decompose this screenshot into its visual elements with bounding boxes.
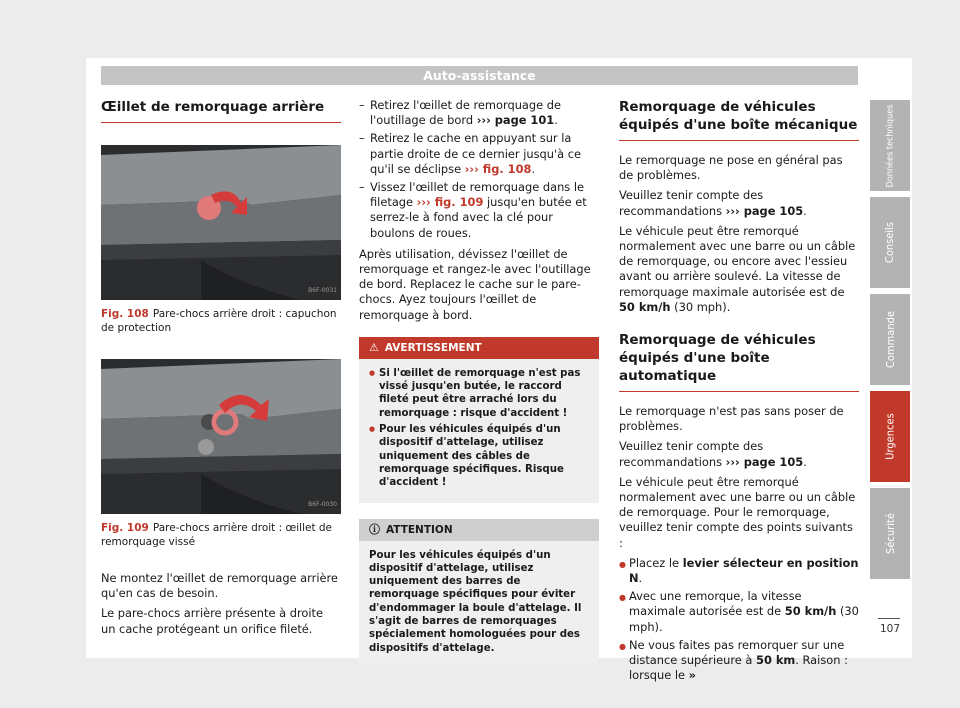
- page-link[interactable]: ››› page 101: [476, 113, 555, 128]
- tab-securite[interactable]: Sécurité: [870, 488, 910, 579]
- warning-box: [359, 337, 599, 503]
- attention-box: [359, 519, 599, 665]
- paragraph: Le remorquage ne pose en général pas de problèmes.: [619, 153, 843, 183]
- paragraph: Le pare-chocs arrière présente à droite un cache protégeant un orifice fileté.: [101, 606, 323, 636]
- continue-arrow-icon: »: [688, 668, 696, 683]
- step-list: [359, 98, 599, 241]
- warning-body: [359, 359, 599, 503]
- column-middle: [359, 98, 599, 665]
- paragraph: Après utilisation, dévissez l'œillet de remorquage et rangez-le avec l'outillage de bord. Replacez le cache sur le pare-chocs. Ayez toujours l'œillet de remorquage à bord.: [359, 246, 591, 322]
- step-item: – Vissez l'œillet de remorquage dans le filetage ››› fig. 109 jusqu'en butée et serrez-le à fond avec la clé pour boulons de roues.: [359, 180, 599, 241]
- list-item: ● Ne vous faites pas remorquer sur une distance supérieure à 50 km. Raison : lorsque le »: [619, 638, 859, 684]
- tab-donnees-techniques[interactable]: Données techniques: [870, 100, 910, 191]
- column-right: [619, 98, 859, 686]
- tab-conseils[interactable]: Conseils: [870, 197, 910, 288]
- figure-109: [101, 359, 341, 514]
- info-circle-icon: ⓘ: [369, 522, 380, 536]
- tab-commande[interactable]: Commande: [870, 294, 910, 385]
- paragraph: Le remorquage n'est pas sans poser de problèmes.: [619, 404, 844, 434]
- warning-header: ⚠ AVERTISSEMENT: [359, 337, 599, 359]
- warning-item: ● Pour les véhicules équipés d'un dispositif d'attelage, utilisez uniquement des câbles de remorquage spécifiques. Risque d'accident !: [369, 423, 589, 489]
- attention-body: Pour les véhicules équipés d'un dispositif d'attelage, utilisez uniquement des barres de remorquage spécifiques pour éviter d'endommager la boule d'attelage. Il s'agit de barres de remorquages spécialement homologuées pour des dispositifs d'attelage.: [369, 549, 582, 654]
- paragraph: Le véhicule peut être remorqué normalement avec une barre ou un câble de remorquage, ou encore avec l'essieu avant ou arrière soulevé. La vitesse de remorquage maximale autorisée est de 50 km/h (30 mph).: [619, 223, 856, 314]
- step-item: – Retirez l'œillet de remorquage de l'outillage de bord ››› page 101.: [359, 98, 599, 128]
- step-item: – Retirez le cache en appuyant sur la partie droite de ce dernier jusqu'à ce qu'il se déclipse ››› fig. 108.: [359, 131, 599, 177]
- chapter-header: Auto-assistance: [101, 66, 858, 85]
- figure-link[interactable]: ››› fig. 108: [464, 161, 532, 176]
- section-title: Remorquage de véhicules équipés d'une boîte automatique: [619, 331, 859, 392]
- figure-code: B6F-0030: [308, 500, 337, 508]
- column-left: [101, 98, 341, 642]
- paragraph: Le véhicule peut être remorqué normalement avec une barre ou un câble de remorquage. Pour le remorquage, veuillez tenir compte des points suivants :: [619, 474, 856, 550]
- towing-list: [619, 556, 859, 684]
- caption-text: Pare-chocs arrière droit : œillet de remorquage vissé: [101, 522, 333, 548]
- page-link[interactable]: ››› page 105: [725, 454, 804, 469]
- paragraph: Ne montez l'œillet de remorquage arrière qu'en cas de besoin.: [101, 571, 338, 601]
- figure-108: [101, 145, 341, 300]
- bumper-cap-illustration: [101, 145, 341, 300]
- figure-caption: [101, 522, 341, 549]
- warning-item: ● Si l'œillet de remorquage n'est pas vissé jusqu'en butée, le raccord fileté peut être arraché lors du remorquage : risque d'accident !: [369, 367, 589, 420]
- chapter-tabs: [870, 100, 910, 585]
- page-number: 107: [878, 618, 900, 635]
- attention-header: ⓘ ATTENTION: [359, 519, 599, 541]
- tab-urgences[interactable]: Urgences: [870, 391, 910, 482]
- warning-triangle-icon: ⚠: [369, 340, 379, 354]
- figure-link[interactable]: ››› fig. 109: [416, 195, 484, 210]
- page-link[interactable]: ››› page 105: [725, 203, 804, 218]
- section-title: Remorquage de véhicules équipés d'une boîte mécanique: [619, 98, 859, 141]
- figure-label: Fig. 108: [101, 308, 149, 320]
- paragraph: Veuillez tenir compte des recommandations ››› page 105.: [619, 439, 807, 469]
- paragraph: Veuillez tenir compte des recommandations ››› page 105.: [619, 188, 807, 218]
- warning-list: [369, 367, 589, 490]
- list-item: ● Avec une remorque, la vitesse maximale autorisée est de 50 km/h (30 mph).: [619, 589, 859, 635]
- tow-eye-illustration: [101, 359, 341, 514]
- figure-label: Fig. 109: [101, 522, 149, 534]
- list-item: ● Placez le levier sélecteur en position N.: [619, 556, 859, 586]
- caption-text: Pare-chocs arrière droit : capuchon de protection: [101, 308, 337, 334]
- figure-caption: [101, 308, 341, 335]
- section-title: Œillet de remorquage arrière: [101, 98, 341, 123]
- figure-code: B6F-0031: [308, 286, 337, 294]
